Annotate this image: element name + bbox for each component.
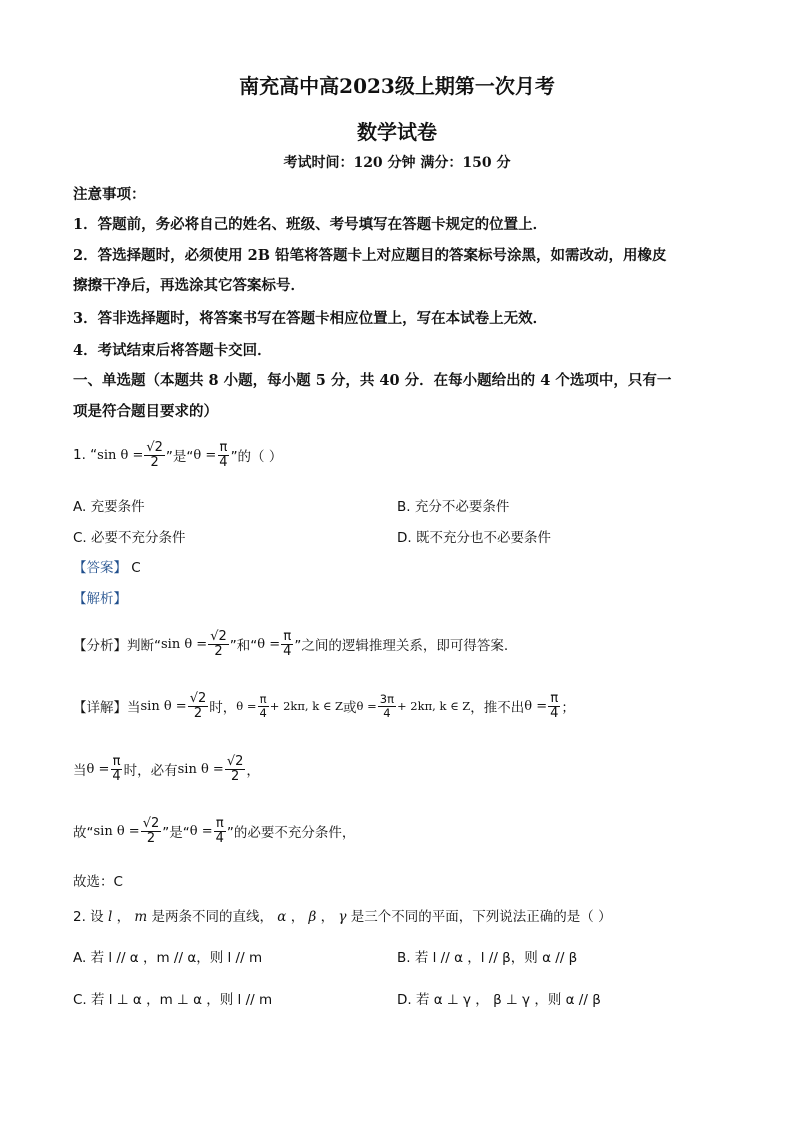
fenxi-text-c: ”之间的逻辑推理关系，即可得答案.: [294, 638, 509, 654]
xj-plus-2kpi-1: + 2kπ, k ∈ Z: [269, 699, 344, 713]
fraction-numerator: √2: [189, 690, 207, 706]
when-fraction-sqrt2-over-2: [225, 755, 246, 783]
q1-fraction-pi-over-4: [217, 441, 229, 469]
q2-var-alpha: α: [277, 909, 287, 925]
analysis-tag: 【解析】: [73, 591, 127, 607]
q1-sin-theta: sin θ =: [97, 447, 144, 463]
fraction-numerator: √2: [210, 628, 227, 644]
notice-item-3: 3．答非选择题时，将答案书写在答题卡相应位置上，写在本试卷上无效．: [73, 310, 548, 327]
notice-item-4: 4．考试结束后将答题卡交回．: [73, 342, 272, 359]
fraction-numerator: π: [219, 439, 228, 455]
q1-fenxi: [73, 622, 508, 666]
notice-item-1: 1．答题前，务必将自己的姓名、班级、考号填写在答题卡规定的位置上．: [73, 216, 548, 233]
q2-stem: [73, 905, 612, 925]
fenxi-text-b: ”和“: [229, 638, 258, 654]
fraction-denominator: 4: [550, 705, 559, 721]
gu-text-a: 故“: [73, 825, 94, 841]
fraction-numerator: √2: [226, 753, 244, 769]
when-fraction-pi-over-4: [110, 755, 122, 783]
when-text-end: ，: [246, 763, 260, 779]
q2-option-c: C. 若 l ⊥ α ，m ⊥ α ，则 l // m: [73, 992, 273, 1008]
fraction-denominator: 4: [283, 643, 292, 659]
xiangjie-tag: 【详解】: [73, 700, 127, 716]
q2-var-m: m: [134, 909, 148, 925]
gu-fraction-sqrt2-over-2: [141, 817, 162, 845]
q2-comma-1: ，: [116, 909, 131, 925]
fraction-denominator: 4: [215, 830, 224, 846]
section1-heading-line2: 项是符合题目要求的）: [73, 403, 218, 420]
q2-text-b: 是两条不同的直线，: [151, 909, 273, 925]
xj-text-e: ，推不出: [470, 700, 525, 716]
xj-fraction-pi-over-4-b: [548, 692, 560, 720]
q2-option-a: A. 若 l // α ，m // α，则 l // m: [73, 950, 263, 966]
fraction-numerator: π: [259, 692, 267, 707]
q2-option-d: D. 若 α ⊥ γ ， β ⊥ γ ，则 α // β: [397, 992, 601, 1008]
answer-tag: 【答案】: [73, 560, 127, 576]
q2-comma-3: ，: [320, 909, 335, 925]
xj-theta-eq-3: θ =: [524, 698, 548, 714]
fenxi-theta-eq: θ =: [257, 636, 281, 652]
xj-fraction-sqrt2-over-2: [188, 692, 209, 720]
q1-option-b: B. 充分不必要条件: [397, 499, 510, 515]
gu-sin-theta: sin θ =: [93, 823, 140, 839]
q2-text-c: 是三个不同的平面，下列说法正确的是（ ）: [350, 909, 612, 925]
q1-prefix: 1. “: [73, 447, 98, 463]
fraction-numerator: π: [215, 815, 224, 831]
fraction-numerator: π: [550, 690, 559, 706]
q1-answer-line: [73, 556, 141, 576]
gu-theta-eq: θ =: [189, 823, 213, 839]
fraction-denominator: 2: [150, 454, 159, 470]
xj-or: 或: [343, 700, 357, 716]
fenxi-fraction-sqrt2-over-2: [208, 630, 229, 658]
q1-analysis-tag: [73, 587, 127, 607]
notice-item-2a: 2．答选择题时，必须使用 2B 铅笔将答题卡上对应题目的答案标号涂黑，如需改动，用橡皮: [73, 247, 667, 264]
fenxi-text-a: 判断“: [127, 638, 161, 654]
when-sin-theta: sin θ =: [177, 761, 224, 777]
when-theta-eq: θ =: [86, 761, 110, 777]
xj-fraction-3pi-over-4: [378, 693, 396, 718]
fraction-numerator: √2: [142, 815, 160, 831]
exam-title: 南充高中高2023级上期第一次月考: [239, 74, 555, 98]
exam-info: 考试时间：120 分钟 满分：150 分: [283, 155, 511, 171]
q1-option-a: A. 充要条件: [73, 499, 145, 515]
xj-sin-theta: sin θ =: [140, 698, 187, 714]
xj-plus-2kpi-2: + 2kπ, k ∈ Z: [397, 699, 471, 713]
fraction-denominator: 4: [219, 454, 228, 470]
q1-xiangjie: [73, 684, 575, 728]
gu-fraction-pi-over-4: [214, 817, 226, 845]
q1-option-c: C. 必要不充分条件: [73, 530, 186, 546]
q1-stem: [73, 433, 282, 477]
q2-option-b: B. 若 l // α ，l // β，则 α // β: [397, 950, 578, 966]
q1-when-line: [73, 747, 260, 791]
fraction-denominator: 2: [214, 643, 223, 659]
q1-conclusion: [73, 809, 355, 853]
gu-text-c: ”的必要不充分条件，: [226, 825, 356, 841]
fraction-denominator: 4: [112, 768, 121, 784]
answer-value: C: [131, 560, 141, 576]
notice-heading: 注意事项：: [73, 186, 146, 203]
q2-text-a: 2. 设: [73, 909, 108, 925]
xj-theta-eq-1: θ =: [236, 699, 257, 713]
fenxi-sin-theta: sin θ =: [161, 636, 208, 652]
q2-comma-2: ，: [290, 909, 305, 925]
notice-item-2b: 擦擦干净后，再选涂其它答案标号．: [73, 277, 305, 294]
fraction-numerator: π: [283, 628, 292, 644]
fenxi-fraction-pi-over-4: [281, 630, 293, 658]
when-text-b: 时，必有: [123, 763, 178, 779]
fraction-denominator: 2: [230, 768, 240, 784]
q1-fraction-sqrt2-over-2: [144, 441, 165, 469]
fraction-denominator: 4: [383, 705, 391, 720]
xj-text-a: 当: [127, 700, 141, 716]
fraction-denominator: 2: [146, 830, 156, 846]
xj-text-b: 时，: [209, 700, 237, 716]
fraction-numerator: √2: [146, 439, 163, 455]
xj-fraction-pi-over-4: [257, 693, 268, 718]
q2-var-beta: β: [308, 909, 317, 925]
q1-mid: ”是“: [165, 449, 194, 465]
xj-theta-eq-2: θ =: [356, 699, 377, 713]
q1-suffix: ”的（ ）: [230, 449, 283, 465]
q2-var-l: l: [107, 909, 113, 925]
fraction-numerator: 3π: [379, 692, 394, 707]
q1-option-d: D. 既不充分也不必要条件: [397, 530, 551, 546]
gu-text-b: ”是“: [162, 825, 190, 841]
fraction-numerator: π: [112, 753, 121, 769]
fenxi-tag: 【分析】: [73, 638, 127, 654]
fraction-denominator: 4: [259, 705, 267, 720]
when-text-a: 当: [73, 763, 87, 779]
xj-end: ；: [561, 700, 575, 716]
q1-theta-eq: θ =: [193, 447, 217, 463]
exam-subject: 数学试卷: [357, 120, 437, 144]
fraction-denominator: 2: [193, 705, 203, 721]
q1-choose: 故选：C: [73, 874, 123, 890]
q2-var-gamma: γ: [338, 909, 347, 925]
section1-heading-line1: 一、单选题（本题共 8 小题，每小题 5 分，共 40 分．在每小题给出的 4 个选项中，只有一: [73, 372, 672, 389]
